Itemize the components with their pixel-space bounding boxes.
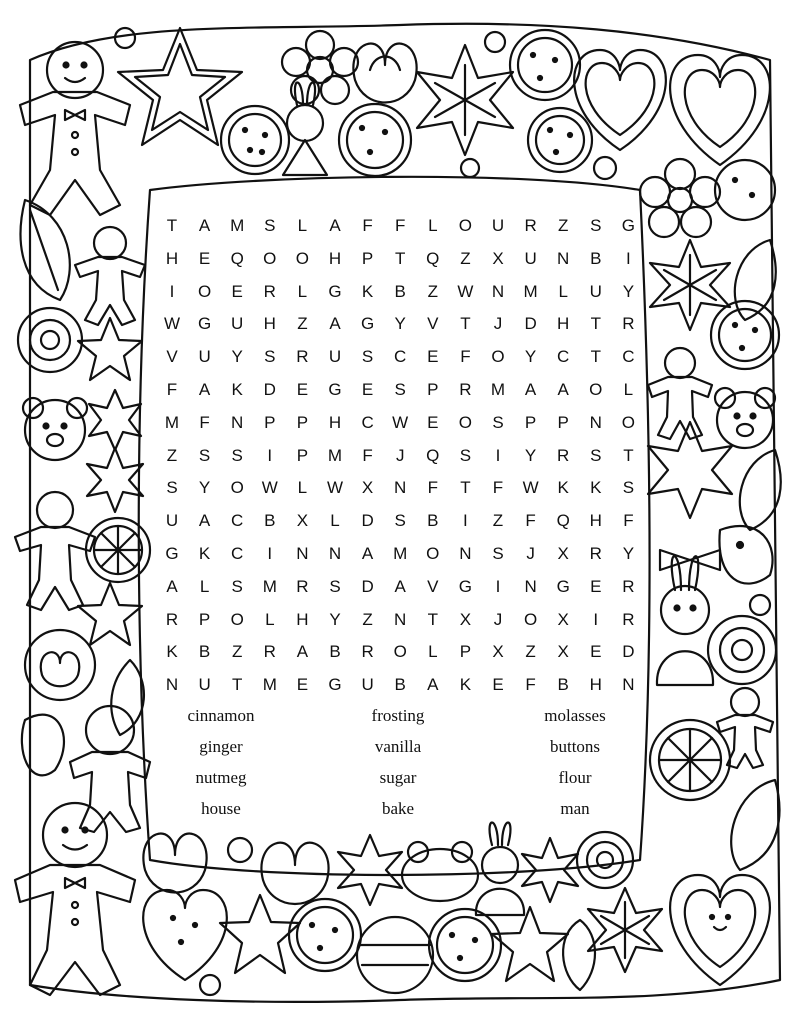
- grid-letter-r0-c1[interactable]: A: [198, 216, 211, 235]
- grid-letter-r9-c10[interactable]: Z: [492, 511, 504, 531]
- grid-letter-r0-c9[interactable]: O: [458, 216, 472, 235]
- heart-cookie-icon: [574, 50, 666, 150]
- grid-letter-r11-c1[interactable]: L: [199, 576, 210, 596]
- grid-letter-r11-c11[interactable]: N: [524, 576, 537, 596]
- grid-letter-r1-c7[interactable]: T: [394, 248, 406, 268]
- grid-letter-r14-c9[interactable]: K: [459, 675, 472, 695]
- grid-letter-r6-c2[interactable]: N: [231, 412, 244, 432]
- grid-letter-r9-c4[interactable]: X: [296, 511, 309, 531]
- grid-letter-r6-c0[interactable]: M: [164, 412, 180, 432]
- snowflake-cookie-icon: [417, 45, 513, 155]
- lollipop-icon: [18, 308, 82, 372]
- grid-letter-r8-c9[interactable]: T: [460, 478, 471, 498]
- flower-cookie-icon: [282, 31, 358, 104]
- ornament-cookie-icon: [357, 917, 433, 993]
- grid-letter-r7-c5[interactable]: M: [327, 445, 343, 465]
- grid-letter-r12-c0[interactable]: R: [165, 609, 179, 629]
- snowflake-cookie-icon: [89, 390, 141, 450]
- grid-letter-r7-c7[interactable]: J: [395, 445, 405, 465]
- grid-letter-r6-c13[interactable]: N: [589, 412, 602, 432]
- grid-letter-r1-c0[interactable]: H: [165, 248, 179, 268]
- grid-letter-r5-c12[interactable]: A: [557, 380, 569, 399]
- grid-letter-r8-c12[interactable]: K: [557, 478, 569, 498]
- grid-letter-r0-c4[interactable]: L: [297, 216, 308, 235]
- grid-letter-r10-c11[interactable]: J: [526, 544, 535, 563]
- word-sugar: sugar: [379, 768, 417, 787]
- grid-letter-r14-c10[interactable]: E: [492, 675, 504, 695]
- grid-letter-r2-c4[interactable]: L: [297, 281, 308, 301]
- grid-letter-r9-c6[interactable]: D: [361, 511, 374, 531]
- grid-letter-r3-c4[interactable]: Z: [297, 314, 308, 334]
- grid-letter-r14-c4[interactable]: E: [296, 675, 309, 695]
- grid-letter-r5-c1[interactable]: A: [198, 380, 211, 399]
- grid-letter-r3-c11[interactable]: D: [524, 314, 537, 334]
- grid-letter-r13-c13[interactable]: E: [590, 642, 602, 662]
- orange-slice-cookie-icon: [86, 518, 150, 582]
- grid-letter-r2-c0[interactable]: I: [169, 281, 175, 301]
- word-house: house: [201, 799, 241, 818]
- grid-letter-r1-c9[interactable]: Z: [460, 248, 471, 268]
- grid-letter-r9-c5[interactable]: L: [330, 511, 340, 531]
- bunny-cookie-icon: [283, 83, 327, 176]
- grid-letter-r13-c14[interactable]: D: [622, 642, 635, 662]
- grid-letter-r1-c8[interactable]: Q: [426, 248, 440, 268]
- grid-letter-r4-c4[interactable]: R: [296, 347, 309, 367]
- grid-letter-r10-c3[interactable]: I: [267, 544, 273, 563]
- grid-letter-r0-c7[interactable]: F: [394, 216, 406, 235]
- grid-letter-r8-c1[interactable]: Y: [198, 478, 211, 498]
- grid-letter-r14-c5[interactable]: G: [328, 675, 342, 695]
- grid-letter-r14-c8[interactable]: A: [427, 675, 439, 695]
- heart-cookie-icon: [670, 875, 770, 985]
- grid-letter-r7-c10[interactable]: I: [495, 445, 501, 465]
- round-cookie-icon: [528, 108, 592, 172]
- gingerbread-man-icon: [15, 803, 135, 995]
- grid-letter-r4-c14[interactable]: C: [622, 347, 635, 367]
- grid-letter-r4-c5[interactable]: U: [328, 347, 342, 367]
- grid-letter-r12-c14[interactable]: R: [622, 609, 635, 629]
- grid-letter-r8-c0[interactable]: S: [166, 478, 178, 498]
- grid-letter-r12-c3[interactable]: L: [265, 609, 275, 629]
- grid-letter-r0-c10[interactable]: U: [491, 216, 505, 235]
- star-cookie-icon: [492, 907, 568, 981]
- grid-letter-r3-c9[interactable]: T: [460, 314, 471, 334]
- grid-letter-r5-c7[interactable]: S: [394, 380, 406, 399]
- grid-letter-r1-c2[interactable]: Q: [230, 248, 244, 268]
- grid-letter-r10-c6[interactable]: A: [361, 544, 374, 563]
- grid-letter-r3-c6[interactable]: G: [360, 314, 375, 334]
- grid-letter-r0-c12[interactable]: Z: [557, 216, 569, 235]
- grid-letter-r0-c8[interactable]: L: [428, 216, 438, 235]
- round-cookie-icon: [221, 106, 289, 174]
- grid-letter-r13-c0[interactable]: K: [166, 642, 178, 662]
- grid-letter-r1-c6[interactable]: P: [361, 248, 374, 268]
- grid-letter-r3-c8[interactable]: V: [427, 314, 439, 334]
- grid-letter-r1-c12[interactable]: N: [557, 248, 570, 268]
- grid-letter-r2-c11[interactable]: M: [523, 281, 538, 301]
- grid-letter-r11-c2[interactable]: S: [231, 576, 243, 596]
- grid-letter-r8-c10[interactable]: F: [492, 478, 504, 498]
- grid-letter-r0-c0[interactable]: T: [166, 216, 178, 235]
- grid-letter-r9-c12[interactable]: Q: [556, 511, 570, 531]
- grid-letter-r12-c7[interactable]: N: [394, 609, 407, 629]
- grid-letter-r2-c2[interactable]: E: [231, 281, 243, 301]
- grid-letter-r0-c6[interactable]: F: [362, 216, 373, 235]
- grid-letter-r3-c3[interactable]: H: [263, 314, 276, 334]
- grid-letter-r3-c7[interactable]: Y: [394, 314, 406, 334]
- grid-letter-r9-c3[interactable]: B: [264, 511, 276, 531]
- grid-letter-r7-c2[interactable]: S: [231, 445, 243, 465]
- grid-letter-r5-c8[interactable]: P: [427, 380, 439, 399]
- grid-letter-r11-c9[interactable]: G: [458, 576, 472, 596]
- leaf-icon: [563, 920, 595, 990]
- bird-cookie-icon: [719, 526, 772, 584]
- grid-letter-r11-c14[interactable]: R: [622, 576, 635, 596]
- grid-letter-r5-c11[interactable]: A: [524, 380, 537, 399]
- grid-letter-r12-c4[interactable]: H: [296, 609, 309, 629]
- grid-letter-r13-c1[interactable]: B: [198, 642, 211, 662]
- grid-letter-r5-c14[interactable]: L: [623, 380, 634, 399]
- grid-letter-r3-c2[interactable]: U: [231, 314, 244, 334]
- star-cookie-icon: [78, 583, 142, 645]
- grid-letter-r11-c0[interactable]: A: [166, 576, 178, 596]
- grid-letter-r2-c5[interactable]: G: [328, 281, 342, 301]
- grid-letter-r14-c13[interactable]: H: [589, 675, 602, 695]
- word-nutmeg: nutmeg: [195, 768, 247, 787]
- grid-letter-r1-c13[interactable]: B: [590, 248, 602, 268]
- grid-letter-r6-c1[interactable]: F: [199, 412, 210, 432]
- grid-letter-r5-c5[interactable]: G: [328, 380, 342, 399]
- grid-letter-r9-c9[interactable]: I: [463, 511, 468, 531]
- grid-letter-r8-c14[interactable]: S: [622, 478, 635, 498]
- grid-letter-r11-c6[interactable]: D: [361, 576, 374, 596]
- heart-cookie-icon: [143, 890, 227, 980]
- grid-letter-r14-c7[interactable]: B: [394, 675, 406, 695]
- snowflake-cookie-icon: [87, 448, 143, 512]
- grid-letter-r0-c2[interactable]: M: [230, 216, 245, 235]
- grid-letter-r14-c3[interactable]: M: [262, 675, 277, 695]
- grid-letter-r12-c2[interactable]: O: [230, 609, 244, 629]
- grid-letter-r10-c5[interactable]: N: [328, 544, 342, 563]
- grid-letter-r12-c13[interactable]: I: [593, 609, 599, 629]
- grid-letter-r13-c6[interactable]: R: [361, 642, 374, 662]
- grid-letter-r7-c12[interactable]: R: [557, 445, 570, 465]
- grid-letter-r10-c14[interactable]: Y: [622, 544, 635, 563]
- grid-letter-r12-c9[interactable]: X: [459, 609, 472, 629]
- grid-letter-r3-c5[interactable]: A: [329, 314, 341, 334]
- grid-letter-r10-c13[interactable]: R: [589, 544, 602, 563]
- grid-letter-r4-c7[interactable]: C: [394, 347, 407, 367]
- star-cookie-icon: [78, 318, 142, 380]
- grid-letter-r6-c11[interactable]: P: [524, 412, 537, 432]
- grid-letter-r3-c1[interactable]: G: [197, 314, 212, 334]
- grid-letter-r14-c14[interactable]: N: [622, 675, 635, 695]
- grid-letter-r11-c3[interactable]: M: [262, 576, 277, 596]
- grid-letter-r1-c1[interactable]: E: [198, 248, 211, 268]
- candy-icon: [750, 595, 770, 615]
- letter-grid: [155, 210, 635, 700]
- grid-letter-r5-c3[interactable]: D: [263, 380, 276, 399]
- grid-letter-r9-c8[interactable]: B: [427, 511, 439, 531]
- grid-letter-r5-c4[interactable]: E: [296, 380, 309, 399]
- grid-letter-r5-c9[interactable]: R: [459, 380, 472, 399]
- grid-letter-r3-c13[interactable]: T: [590, 314, 601, 334]
- teddy-bear-cookie-icon: [402, 842, 478, 901]
- grid-letter-r7-c8[interactable]: Q: [426, 445, 440, 465]
- grid-letter-r9-c11[interactable]: F: [525, 511, 536, 531]
- grid-letter-r5-c10[interactable]: M: [490, 380, 506, 399]
- grid-letter-r13-c7[interactable]: O: [393, 642, 407, 662]
- grid-letter-r3-c12[interactable]: H: [557, 314, 570, 334]
- grid-letter-r2-c6[interactable]: K: [361, 281, 374, 301]
- grid-letter-r1-c11[interactable]: U: [524, 248, 537, 268]
- grid-letter-r7-c1[interactable]: S: [198, 445, 211, 465]
- grid-letter-r14-c11[interactable]: F: [525, 675, 536, 695]
- round-cookie-icon: [339, 104, 411, 176]
- gingerbread-man-icon: [648, 348, 712, 439]
- grid-letter-r1-c3[interactable]: O: [263, 248, 277, 268]
- grid-letter-r0-c3[interactable]: S: [264, 216, 276, 235]
- grid-letter-r7-c6[interactable]: F: [362, 445, 373, 465]
- grid-letter-r2-c1[interactable]: O: [197, 281, 212, 301]
- leaf-icon: [735, 240, 776, 320]
- grid-letter-r0-c11[interactable]: R: [524, 216, 537, 235]
- grid-letter-r2-c7[interactable]: B: [394, 281, 406, 301]
- grid-letter-r13-c8[interactable]: L: [428, 642, 438, 662]
- grid-letter-r10-c7[interactable]: M: [393, 544, 408, 563]
- round-cookie-icon: [715, 160, 775, 220]
- grid-letter-r12-c12[interactable]: X: [557, 609, 569, 629]
- pretzel-icon: [25, 630, 95, 700]
- grid-letter-r2-c14[interactable]: Y: [622, 281, 635, 301]
- grid-letter-r7-c11[interactable]: Y: [524, 445, 537, 465]
- grid-letter-r4-c8[interactable]: E: [427, 347, 439, 367]
- grid-letter-r13-c3[interactable]: R: [263, 642, 276, 662]
- grid-letter-r10-c12[interactable]: X: [557, 544, 569, 563]
- grid-letter-r0-c5[interactable]: A: [329, 216, 341, 235]
- grid-letter-r10-c9[interactable]: N: [459, 544, 472, 563]
- grid-letter-r9-c14[interactable]: F: [623, 511, 634, 531]
- grid-letter-r14-c12[interactable]: B: [557, 675, 569, 695]
- grid-letter-r12-c10[interactable]: J: [493, 609, 503, 629]
- grid-letter-r7-c0[interactable]: Z: [166, 445, 178, 465]
- grid-letter-r14-c0[interactable]: N: [165, 675, 179, 695]
- grid-letter-r13-c5[interactable]: B: [329, 642, 341, 662]
- grid-letter-r9-c1[interactable]: A: [198, 511, 211, 531]
- grid-letter-r3-c10[interactable]: J: [493, 314, 503, 334]
- grid-letter-r7-c9[interactable]: S: [459, 445, 472, 465]
- snowflake-cookie-icon: [650, 240, 730, 330]
- grid-letter-r14-c2[interactable]: T: [231, 675, 243, 695]
- lollipop-icon: [708, 616, 776, 684]
- grid-letter-r10-c8[interactable]: O: [426, 544, 440, 563]
- grid-letter-r10-c1[interactable]: K: [198, 544, 211, 563]
- word-buttons: buttons: [549, 737, 601, 756]
- teddy-bear-cookie-icon: [23, 398, 87, 460]
- bunny-cookie-icon: [476, 823, 524, 916]
- grid-letter-r6-c10[interactable]: S: [492, 412, 504, 432]
- snowflake-cookie-icon: [338, 835, 402, 905]
- grid-letter-r1-c14[interactable]: I: [626, 248, 631, 268]
- grid-letter-r5-c2[interactable]: K: [231, 380, 243, 399]
- grid-letter-r12-c6[interactable]: Z: [362, 609, 373, 629]
- bunny-cookie-icon: [657, 556, 713, 685]
- round-cookie-icon: [429, 909, 501, 981]
- word-bake: bake: [381, 799, 415, 818]
- grid-letter-r0-c13[interactable]: S: [590, 216, 602, 235]
- gingerbread-man-icon: [717, 688, 773, 768]
- grid-letter-r3-c14[interactable]: R: [622, 314, 635, 334]
- grid-letter-r8-c5[interactable]: W: [326, 478, 344, 498]
- grid-letter-r13-c9[interactable]: P: [459, 642, 472, 662]
- gingerbread-man-icon: [15, 492, 95, 610]
- grid-letter-r9-c2[interactable]: C: [231, 511, 244, 531]
- grid-letter-r13-c2[interactable]: Z: [231, 642, 243, 662]
- grid-letter-r5-c13[interactable]: O: [589, 380, 603, 399]
- pretzel-icon: [353, 44, 416, 103]
- word-molasses: molasses: [544, 706, 606, 725]
- grid-letter-r7-c4[interactable]: P: [296, 445, 309, 465]
- word-man: man: [560, 799, 590, 818]
- grid-letter-r6-c9[interactable]: O: [458, 412, 472, 432]
- grid-letter-r9-c0[interactable]: U: [165, 511, 179, 531]
- grid-letter-r11-c10[interactable]: I: [495, 576, 501, 596]
- snowflake-cookie-icon: [588, 888, 662, 972]
- grid-letter-r7-c3[interactable]: I: [267, 445, 273, 465]
- grid-letter-r11-c5[interactable]: S: [329, 576, 341, 596]
- grid-letter-r10-c2[interactable]: C: [231, 544, 244, 563]
- grid-letter-r5-c0[interactable]: F: [166, 380, 178, 399]
- grid-letter-r1-c4[interactable]: O: [295, 248, 309, 268]
- grid-letter-r1-c5[interactable]: H: [328, 248, 342, 268]
- grid-letter-r6-c6[interactable]: C: [361, 412, 374, 432]
- word-cinnamon: cinnamon: [187, 706, 255, 725]
- grid-letter-r6-c7[interactable]: W: [392, 412, 409, 432]
- gingerbread-man-icon: [75, 227, 145, 325]
- grid-letter-r10-c10[interactable]: S: [492, 544, 504, 563]
- grid-letter-r6-c12[interactable]: P: [557, 412, 569, 432]
- grid-letter-r1-c10[interactable]: X: [492, 248, 504, 268]
- grid-letter-r7-c14[interactable]: T: [623, 445, 634, 465]
- grid-letter-r8-c6[interactable]: X: [361, 478, 374, 498]
- grid-letter-r14-c6[interactable]: U: [361, 675, 374, 695]
- grid-letter-r4-c6[interactable]: S: [361, 347, 374, 367]
- lollipop-icon: [577, 832, 633, 888]
- grid-letter-r8-c7[interactable]: N: [394, 478, 407, 498]
- teddy-bear-cookie-icon: [715, 388, 775, 448]
- grid-letter-r8-c8[interactable]: F: [427, 478, 438, 498]
- word-ginger: ginger: [199, 737, 243, 756]
- grid-letter-r11-c12[interactable]: G: [556, 576, 570, 596]
- grid-letter-r2-c8[interactable]: Z: [427, 281, 438, 301]
- grid-letter-r6-c4[interactable]: P: [296, 412, 309, 432]
- flower-cookie-icon: [640, 159, 720, 237]
- grid-letter-r8-c13[interactable]: K: [590, 478, 602, 498]
- grid-letter-r5-c6[interactable]: E: [361, 380, 374, 399]
- grid-letter-r6-c14[interactable]: O: [621, 412, 635, 432]
- round-cookie-icon: [510, 30, 580, 100]
- grid-letter-r12-c11[interactable]: O: [523, 609, 538, 629]
- round-cookie-icon: [711, 301, 779, 369]
- grid-letter-r9-c7[interactable]: S: [394, 511, 406, 531]
- grid-letter-r2-c3[interactable]: R: [263, 281, 276, 301]
- grid-letter-r2-c13[interactable]: U: [589, 281, 602, 301]
- grid-letter-r4-c9[interactable]: F: [460, 347, 471, 367]
- ornament-cookie-icon: [22, 715, 64, 776]
- grid-letter-r13-c11[interactable]: Z: [525, 642, 536, 662]
- grid-letter-r10-c0[interactable]: G: [165, 544, 179, 563]
- grid-letter-r8-c2[interactable]: O: [230, 478, 244, 498]
- grid-letter-r8-c11[interactable]: W: [522, 478, 539, 498]
- gingerbread-man-icon: [20, 42, 130, 215]
- grid-letter-r2-c9[interactable]: W: [457, 281, 474, 301]
- grid-letter-r12-c8[interactable]: T: [427, 609, 438, 629]
- grid-letter-r2-c12[interactable]: L: [558, 281, 568, 301]
- grid-letter-r4-c10[interactable]: O: [491, 347, 505, 367]
- grid-letter-r11-c8[interactable]: V: [427, 576, 439, 596]
- grid-letter-r6-c8[interactable]: E: [427, 412, 439, 432]
- grid-letter-r11-c13[interactable]: E: [590, 576, 602, 596]
- grid-letter-r4-c1[interactable]: U: [198, 347, 211, 367]
- grid-letter-r10-c4[interactable]: N: [296, 544, 309, 563]
- grid-letter-r4-c3[interactable]: S: [264, 347, 276, 367]
- grid-letter-r13-c12[interactable]: X: [557, 642, 569, 662]
- word-vanilla: vanilla: [374, 737, 422, 756]
- grid-letter-r8-c3[interactable]: W: [261, 478, 278, 498]
- grid-letter-r7-c13[interactable]: S: [590, 445, 602, 465]
- leaf-icon: [21, 200, 70, 300]
- grid-letter-r12-c5[interactable]: Y: [329, 609, 341, 629]
- grid-letter-r6-c5[interactable]: H: [328, 412, 342, 432]
- grid-letter-r4-c0[interactable]: V: [166, 347, 178, 367]
- grid-letter-r12-c1[interactable]: P: [198, 609, 211, 629]
- grid-letter-r6-c3[interactable]: P: [264, 412, 276, 432]
- grid-letter-r4-c11[interactable]: Y: [524, 347, 537, 367]
- grid-letter-r4-c2[interactable]: Y: [231, 347, 243, 367]
- grid-letter-r11-c7[interactable]: A: [394, 576, 406, 596]
- grid-letter-r9-c13[interactable]: H: [589, 511, 602, 531]
- word-flour: flour: [558, 768, 592, 787]
- heart-cookie-icon: [670, 55, 770, 165]
- grid-letter-r8-c4[interactable]: L: [297, 478, 308, 498]
- word-bank: [130, 706, 670, 836]
- grid-letter-r14-c1[interactable]: U: [198, 675, 211, 695]
- grid-letter-r3-c0[interactable]: W: [163, 314, 181, 334]
- word-frosting: frosting: [371, 706, 425, 725]
- leaf-icon: [731, 780, 779, 870]
- grid-letter-r0-c14[interactable]: G: [621, 216, 635, 235]
- grid-letter-r4-c12[interactable]: C: [557, 347, 570, 367]
- grid-letter-r2-c10[interactable]: N: [491, 281, 505, 301]
- round-cookie-icon: [289, 899, 361, 971]
- grid-letter-r4-c13[interactable]: T: [590, 347, 601, 367]
- grid-letter-r11-c4[interactable]: R: [296, 576, 309, 596]
- grid-letter-r13-c10[interactable]: X: [492, 642, 504, 662]
- grid-letter-r13-c4[interactable]: A: [296, 642, 309, 662]
